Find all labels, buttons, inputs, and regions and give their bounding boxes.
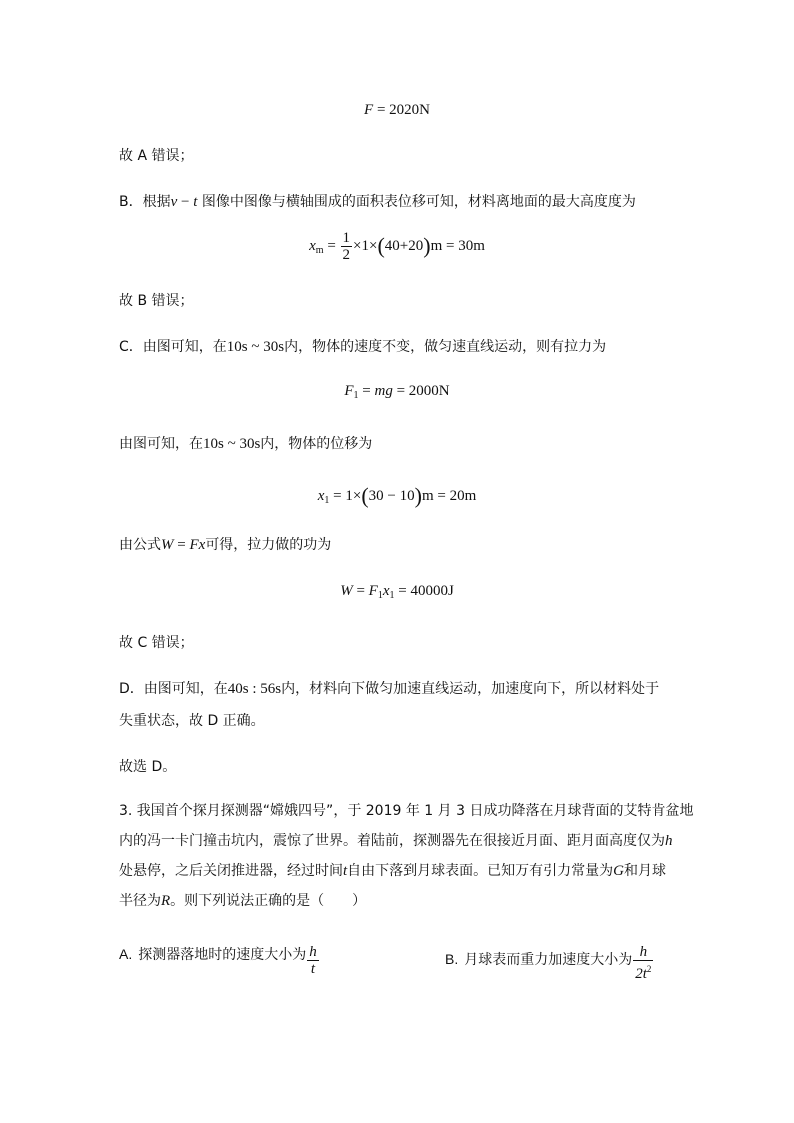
option-a-conclusion: 故 A 错误； [119,148,194,164]
equation-force: F = 2020N [364,102,430,118]
question-3-line4: 半径为R。则下列说法正确的是（ ） [119,893,367,909]
option-a[interactable]: A. 探测器落地时的速度大小为 $\frac{h}{t}$ [119,944,317,977]
equation-max-height: $x_m$ = $\frac{1}{2}$ ×1×(40+20)m = 30m [309,230,485,263]
equation-displacement: $x_1 = 1\times(30 - 10)m = 20m$ [317,483,477,508]
fraction-one-half: $\frac{1}{2}$ [342,230,351,263]
option-c-paragraph: C．由图可知，在10s ~ 30s内，物体的速度不变，做匀速直线运动，则有拉力为 [119,339,607,355]
option-d-paragraph-line1: D．由图可知，在40s : 56s内，材料向下做匀加速直线运动，加速度向下，所以材料处于 [119,681,660,697]
option-c-conclusion: 故 C 错误； [119,635,194,651]
option-b-paragraph: B．根据v − t 图像中图像与横轴围成的面积表位移可知，材料离地面的最大高度度为 [119,194,636,210]
equation-tension: $F_1$ = mg = 2000N [344,383,450,401]
question-3-line3: 处悬停，之后关闭推进器，经过时间t自由下落到月球表面。已知万有引力常量为G和月球 [119,863,667,879]
fraction-h-over-t: $\frac{h}{t}$ [309,944,317,977]
work-formula-paragraph: 由公式W = Fx可得，拉力做的功为 [119,537,332,553]
displacement-paragraph: 由图可知，在10s ~ 30s内，物体的位移为 [119,436,373,452]
question-3-line1: 3. 我国首个探月探测器“嫦娥四号”，于 2019 年 1 月 3 日成功降落在月球背面的艾特肯盆地 [119,803,694,819]
option-b[interactable]: B. 月球表而重力加速度大小为 $\frac{h}{2t^2}$ [445,944,652,982]
fraction-h-over-2t-squared: $\frac{h}{2t^2}$ [635,944,652,982]
option-d-paragraph-line2: 失重状态，故 D 正确。 [119,713,265,729]
option-b-conclusion: 故 B 错误； [119,293,194,309]
equation-work: $W = F_1x_1 = 40000J$ [340,583,454,601]
answer-choice: 故选 D。 [119,759,177,775]
question-3-line2: 内的冯一卡门撞击坑内，震惊了世界。着陆前，探测器先在很接近月面、距月面高度仅为h [119,833,673,849]
